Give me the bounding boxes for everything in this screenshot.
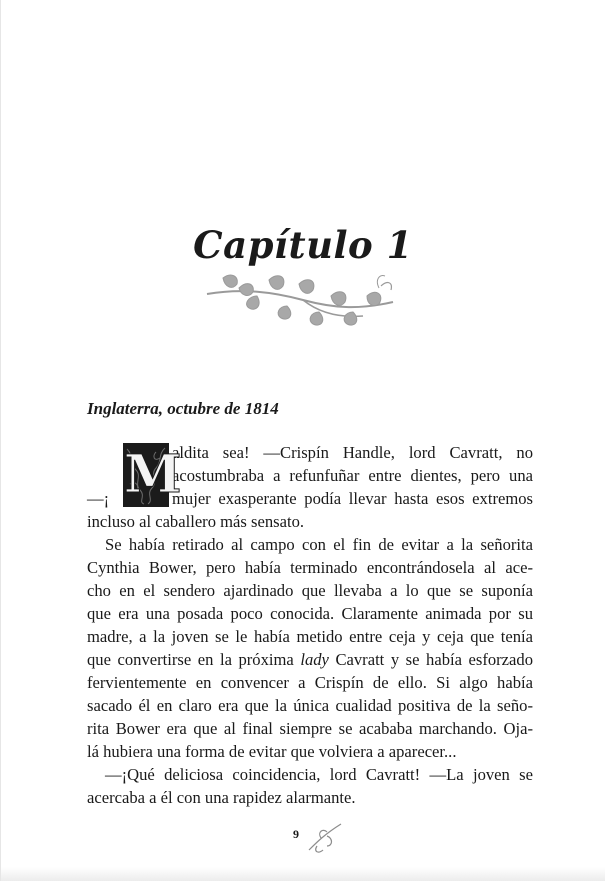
text-line: rita Bower era que al final siempre se acababa marchando. Oja- [87,719,533,738]
text-line: cho en el sendero ajardinado que llevaba a lo que se suponía [87,581,533,600]
text-line: que era una posada poco conocida. Claramente animada por su [87,604,533,623]
text-line: sacado él en claro era que la única cualidad positiva de la seño- [87,696,533,715]
second-paragraph [87,533,533,763]
text-line: acostumbraba a refunfuñar entre dientes, pero una [172,466,533,485]
text-line: incluso al caballero más sensato. [87,512,305,531]
text-line: lá hubiera una forma de evitar que volviera a aparecer... [87,742,457,761]
page-number-flourish-icon [307,820,347,856]
chapter-location-date: Inglaterra, octubre de 1814 [87,399,279,418]
text-line: aldita sea! —Crispín Handle, lord Cavratt, no [172,443,533,462]
text-fragment: que convertirse en la próxima [87,650,301,669]
text-line: fervientemente en convencer a Crispín de ello. Si algo había [87,673,533,692]
first-paragraph [87,441,533,533]
page-bottom-shadow [1,867,605,881]
text-line: Se había retirado al campo con el fin de evitar a la señorita [105,535,533,554]
dash-exclamation: —¡ [87,489,110,508]
text-line: —¡Qué deliciosa coincidencia, lord Cavratt! —La joven se [105,765,533,784]
drop-cap [123,443,182,507]
text-line: Cynthia Bower, pero había terminado encontrándosela al ace- [87,558,533,577]
chapter-text [87,441,533,809]
page-number: 9 [293,827,299,841]
text-fragment: Cavratt y se había esforzado [328,650,533,669]
text-line: madre, a la joven se le había metido entre ceja y ceja que tenía [87,627,533,646]
text-line [87,648,533,671]
drop-cap-letter: M [124,444,182,505]
chapter-title: Capítulo 1 [193,223,413,267]
italic-word: lady [300,650,329,669]
text-line: acercaba a él con una rapidez alarmante. [87,788,356,807]
third-paragraph [87,763,533,809]
vine-ornament-icon [203,266,403,332]
text-line-rest: mujer exasperante podía llevar hasta esos extremos [172,489,533,508]
